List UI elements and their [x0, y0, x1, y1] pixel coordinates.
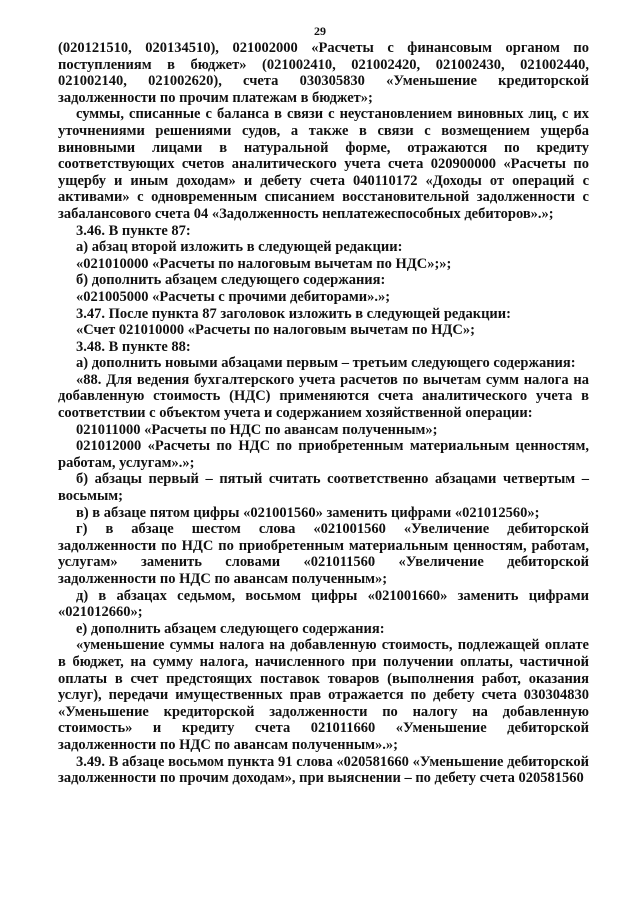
paragraph: а) абзац второй изложить в следующей редакции:: [76, 239, 403, 256]
paragraph: 021011000 «Расчеты по НДС по авансам полученным»;: [76, 421, 438, 438]
paragraph: б) абзацы первый – пятый считать соответственно абзацами четвертым – восьмым;: [58, 471, 589, 505]
paragraph: «021005000 «Расчеты с прочими дебиторами».»;: [76, 288, 391, 305]
paragraph: в) в абзаце пятом цифры «021001560» заменить цифрами «021012560»;: [76, 504, 540, 521]
paragraph: «021010000 «Расчеты по налоговым вычетам по НДС»;»;: [76, 255, 452, 272]
paragraph: а) дополнить новыми абзацами первым – третьим следующего содержания:: [76, 355, 576, 372]
paragraph: 021012000 «Расчеты по НДС по приобретенным материальным ценностям, работам, услугам».»;: [58, 438, 589, 471]
paragraph: «88. Для ведения бухгалтерского учета расчетов по вычетам сумм налога на добавленную стоимость (НДС) применяются счета аналитического учета в соответствии с объектом учета и содержанием хозяйственной операции:: [58, 371, 589, 422]
paragraph: 3.48. В пункте 88:: [76, 338, 191, 355]
paragraph: е) дополнить абзацем следующего содержания:: [76, 620, 385, 637]
paragraph: суммы, списанные с баланса в связи с неустановлением виновных лиц, с их уточнениями решениями судов, а также в связи с возмещением ущерба виновными лицами в натуральной форме, отражаются по кредиту соответствующих счетов аналитического учета счета 020900000 «Расчеты по ущербу и иным доходам» и дебету счета 040110172 «Доходы от операций с активами» с одновременным списанием восстановительной задолженности с забалансового счета 04 «Задолженность неплатежеспособных дебиторов».»;: [58, 106, 589, 222]
paragraph: д) в абзацах седьмом, восьмом цифры «021001660» заменить цифрами «021012660»;: [58, 587, 589, 621]
paragraph: «Счет 021010000 «Расчеты по налоговым вычетам по НДС»;: [76, 322, 475, 339]
paragraph: (020121510, 020134510), 021002000 «Расчеты с финансовым органом по поступлениям в бюджет» (021002410, 021002420, 021002430, 021002440, 021002140, 021002620), счета 030305830 «Уменьшение кредиторской задолженности по прочим платежам в бюджет»;: [58, 40, 589, 106]
paragraph: б) дополнить абзацем следующего содержания:: [76, 272, 386, 289]
paragraph: 3.46. В пункте 87:: [76, 222, 191, 239]
paragraph: г) в абзаце шестом слова «021001560 «Увеличение дебиторской задолженности по НДС по приобретенным материальным ценностям, работам, услугам» заменить словами «021011560 «Увеличение дебиторской задолженности по НДС по авансам полученным»;: [58, 521, 589, 587]
paragraph: «уменьшение суммы налога на добавленную стоимость, подлежащей оплате в бюджет, на сумму налога, начисленного при получении оплаты, частичной оплаты в счет предстоящих поставок товаров (выполнения работ, оказания услуг), передачи имущественных прав отражается по дебету счета 030304830 «Уменьшение кредиторской задолженности по налогу на добавленную стоимость» и кредиту счета 021011660 «Уменьшение дебиторской задолженности по НДС по авансам полученным».»;: [58, 637, 589, 753]
paragraph: 3.47. После пункта 87 заголовок изложить в следующей редакции:: [76, 305, 511, 322]
document-body: [58, 40, 589, 787]
paragraph: 3.49. В абзаце восьмом пункта 91 слова «020581660 «Уменьшение дебиторской задолженности по прочим доходам», при выяснении – по дебету счета 020581560: [58, 753, 589, 787]
page-number: 29: [314, 24, 326, 38]
